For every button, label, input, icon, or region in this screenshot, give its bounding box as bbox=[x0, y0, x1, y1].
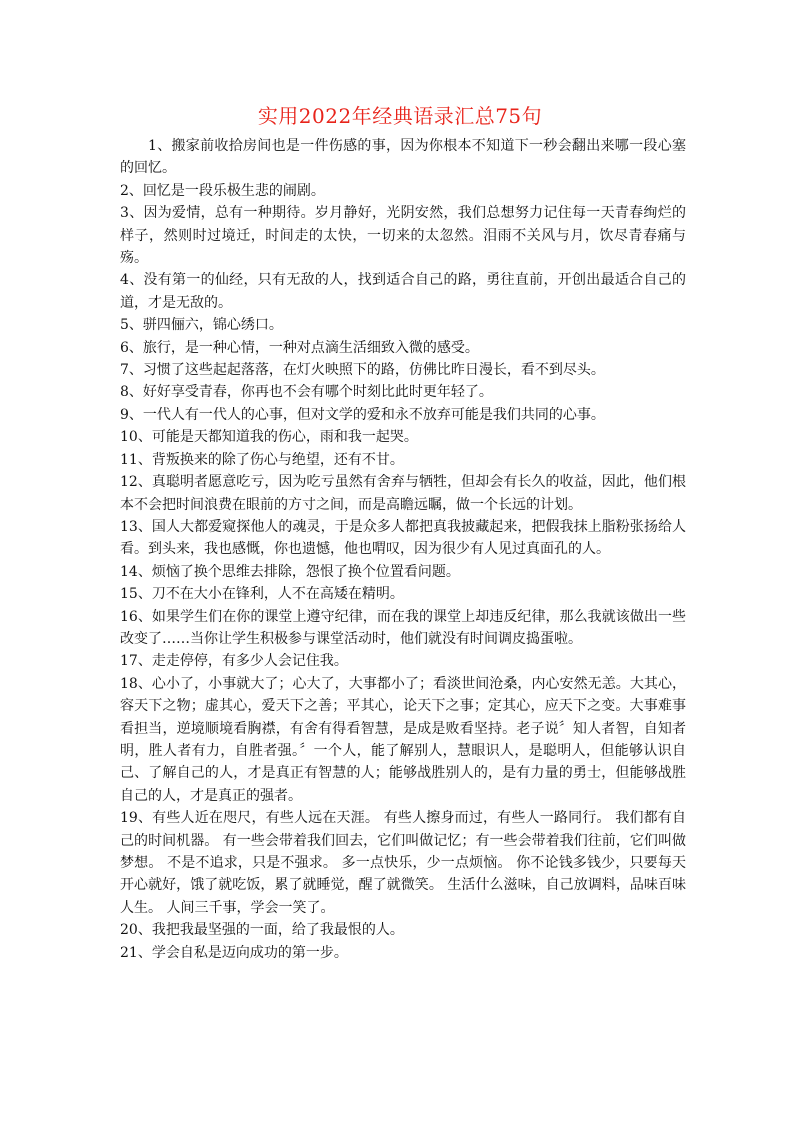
quote-entry-5: 5、骈四俪六，锦心绣口。 bbox=[120, 317, 283, 334]
quote-entry-1: 1、搬家前收拾房间也是一件伤感的事，因为你根本不知道下一秒会翻出来哪一段心塞的回忆。 bbox=[120, 138, 686, 177]
quote-entry-10: 10、可能是天都知道我的伤心，雨和我一起哭。 bbox=[120, 429, 418, 446]
quote-entry-8: 8、好好享受青春，你再也不会有哪个时刻比此时更年轻了。 bbox=[120, 384, 493, 401]
quote-entry-17: 17、走走停停，有多少人会记住我。 bbox=[120, 653, 348, 670]
quote-entry-15: 15、刀不在大小在锋利，人不在高矮在精明。 bbox=[120, 586, 404, 603]
quote-entry-2: 2、回忆是一段乐极生悲的闹剧。 bbox=[120, 182, 325, 199]
quote-entry-19: 19、有些人近在咫尺，有些人远在天涯。 有些人擦身而过，有些人一路同行。 我们都有自己的时间机器。 有一些会带着我们回去，它们叫做记忆；有一些会带着我们往前，它们叫做梦想。 不是不追求，只是不强求。 多一点快乐，少一点烦恼。 你不论钱多钱少，只要每天开心就好，饿了就吃饭，累了就睡觉，醒了就微笑。 生活什么滋味，自己放调料，品味百味人生。 人间三千事，学会一笑了。 bbox=[120, 810, 686, 916]
quote-entry-3: 3、因为爱情，总有一种期待。岁月静好，光阴安然，我们总想努力记住每一天青春绚烂的样子，然则时过境迁，时间走的太快，一切来的太忽然。泪雨不关风与月，饮尽青春痛与殇。 bbox=[120, 205, 686, 267]
document-body bbox=[120, 135, 686, 964]
quote-entry-7: 7、习惯了这些起起落落，在灯火映照下的路，仿佛比昨日漫长，看不到尽头。 bbox=[120, 362, 605, 379]
quote-entry-4: 4、没有第一的仙经，只有无敌的人，找到适合自己的路，勇往直前，开创出最适合自己的道，才是无敌的。 bbox=[120, 272, 686, 311]
quote-entry-16: 16、如果学生们在你的课堂上遵守纪律，而在我的课堂上却违反纪律，那么我就该做出一些改变了……当你让学生积极参与课堂活动时，他们就没有时间调皮捣蛋啦。 bbox=[120, 608, 686, 647]
quote-entry-20: 20、我把我最坚强的一面，给了我最恨的人。 bbox=[120, 922, 404, 939]
quote-entry-21: 21、学会自私是迈向成功的第一步。 bbox=[120, 944, 348, 961]
quote-entry-6: 6、旅行，是一种心情，一种对点滴生活细致入微的感受。 bbox=[120, 339, 479, 356]
quote-entry-11: 11、背叛换来的除了伤心与绝望，还有不甘。 bbox=[120, 451, 404, 468]
quote-entry-9: 9、一代人有一代人的心事，但对文学的爱和永不放弃可能是我们共同的心事。 bbox=[120, 406, 605, 423]
quote-entry-14: 14、烦恼了换个思维去排除，怨恨了换个位置看问题。 bbox=[120, 563, 460, 580]
quote-entry-18: 18、心小了，小事就大了；心大了，大事都小了；看淡世间沧桑，内心安然无恙。大其心，容天下之物；虚其心，爱天下之善；平其心，论天下之事；定其心，应天下之变。大事难事看担当，逆境顺境看胸襟，有舍有得看智慧，是成是败看坚持。老子说〞知人者智，自知者明，胜人者有力，自胜者强。〞一个人，能了解别人，慧眼识人，是聪明人，但能够认识自己、了解自己的人，才是真正有智慧的人；能够战胜别人的，是有力量的勇士，但能够战胜自己的人，才是真正的强者。 bbox=[120, 675, 686, 804]
document-title: 实用2022年经典语录汇总75句 bbox=[257, 104, 543, 128]
quote-entry-12: 12、真聪明者愿意吃亏，因为吃亏虽然有舍弃与牺牲，但却会有长久的收益，因此，他们根本不会把时间浪费在眼前的方寸之间，而是高瞻远瞩，做一个长远的计划。 bbox=[120, 474, 686, 513]
quote-entry-13: 13、国人大都爱窥探他人的魂灵，于是众多人都把真我披藏起来，把假我抹上脂粉张扬给人看。到头来，我也感慨，你也遗憾，他也喟叹，因为很少有人见过真面孔的人。 bbox=[120, 518, 686, 558]
